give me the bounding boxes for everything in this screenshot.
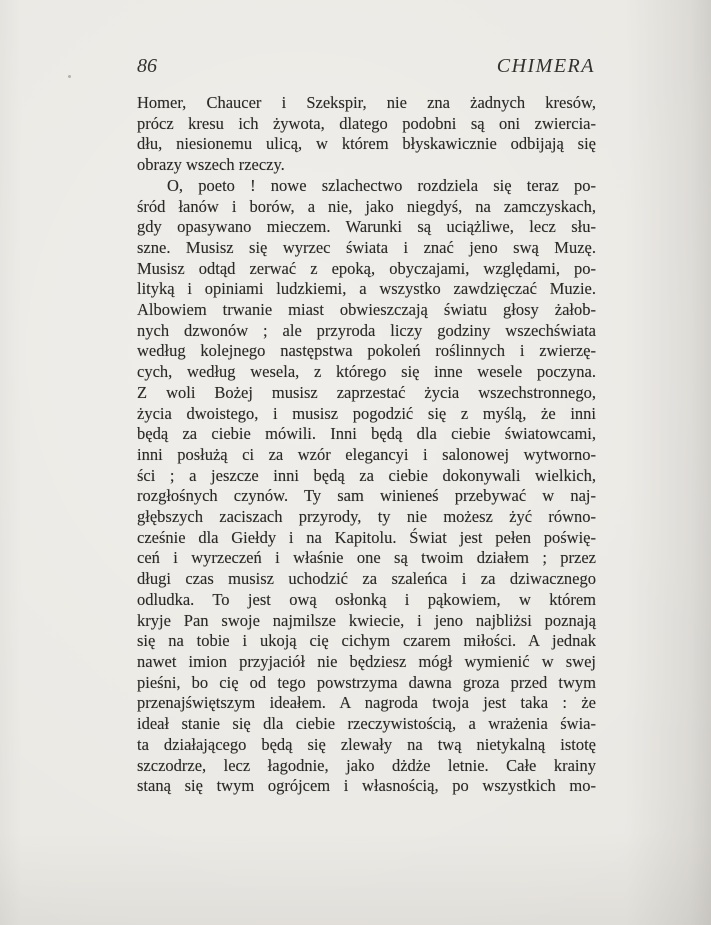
text-line: dłu, niesionemu ulicą, w którem błyskawicznie odbijają się (137, 134, 596, 154)
text-line: według kolejnego następstwa pokoleń roślinnych i zwierzę- (137, 341, 596, 361)
scan-speck (68, 75, 71, 78)
text-line: prócz kresu ich żywota, dlatego podobni są oni zwiercia- (137, 113, 596, 133)
text-line: ta działającego będą się zlewały na twą nietykalną istotę (137, 734, 596, 754)
text-line: przenajświętszym ideałem. A nagroda twoja jest taka : że (137, 693, 596, 713)
text-line: szczodrze, lecz łagodnie, jako dżdże letnie. Całe krainy (137, 755, 596, 775)
text-line: się na tobie i ukoją cię cichym czarem miłości. A jednak (137, 631, 596, 651)
text-line: staną się twym ogrójcem i własnością, po wszystkich mo- (137, 776, 596, 796)
text-line: cześnie dla Giełdy i na Kapitolu. Świat jest pełen poświę- (137, 527, 596, 547)
text-line: ideał stanie się dla ciebie rzeczywistością, a wrażenia świa- (137, 714, 596, 734)
text-line: odludka. To jest ową osłonką i pąkowiem, w którem (137, 589, 596, 609)
text-line: ceń i wyrzeczeń i właśnie one są twoim działem ; przez (137, 548, 596, 568)
text-line: długi czas musisz uchodzić za szaleńca i za dziwacznego (137, 569, 596, 589)
text-line: cych, według wesela, z którego się inne wesele poczyna. (137, 362, 596, 382)
text-line: rozgłośnych czynów. Ty sam winieneś przebywać w naj- (137, 486, 596, 506)
text-line: lityką i opiniami ludzkiemi, a wszystko zawdzięczać Muzie. (137, 279, 596, 299)
text-line: nych dzwonów ; ale przyroda liczy godziny wszechświata (137, 320, 596, 340)
text-line: nawet imion przyjaciół nie będziesz mógł wymienić w swej (137, 651, 596, 671)
text-line: ści ; a jeszcze inni będą za ciebie dokonywali wielkich, (137, 465, 596, 485)
text-line: Z woli Bożej musisz zaprzestać życia wszechstronnego, (137, 382, 596, 402)
text-line: inni posłużą ci za wzór elegancyi i salonowej wytworno- (137, 444, 596, 464)
text-line: Musisz odtąd zerwać z epoką, obyczajami, względami, po- (137, 258, 596, 278)
text-block (137, 93, 596, 797)
text-line: Albowiem trwanie miast obwieszczają światu głosy żałob- (137, 300, 596, 320)
text-line: głębszych zaciszach przyrody, ty nie możesz żyć równo- (137, 507, 596, 527)
text-line: kryje Pan swoje najmilsze kwiecie, i jeno najbliżsi poznają (137, 610, 596, 630)
text-line: będą za ciebie mówili. Inni będą dla ciebie światowcami, (137, 424, 596, 444)
page-number: 86 (137, 55, 157, 77)
journal-title: CHIMERA (496, 55, 595, 77)
text-line: obrazy wszech rzeczy. (137, 155, 285, 175)
text-line: szne. Musisz się wyrzec świata i znać jeno swą Muzę. (137, 237, 596, 257)
text-line: śród łanów i borów, a nie, jako niegdyś, na zamczyskach, (137, 196, 596, 216)
text-line: życia dwoistego, i musisz pogodzić się z myślą, że inni (137, 403, 596, 423)
text-line: gdy opasywano mieczem. Warunki są uciążliwe, lecz słu- (137, 217, 596, 237)
page-header (137, 55, 595, 78)
text-line: pieśni, bo cię od tego powstrzyma dawna groza przed twym (137, 672, 596, 692)
text-line: O, poeto ! nowe szlachectwo rozdziela się teraz po- (167, 175, 596, 195)
text-line: Homer, Chaucer i Szekspir, nie zna żadnych kresów, (137, 93, 596, 112)
